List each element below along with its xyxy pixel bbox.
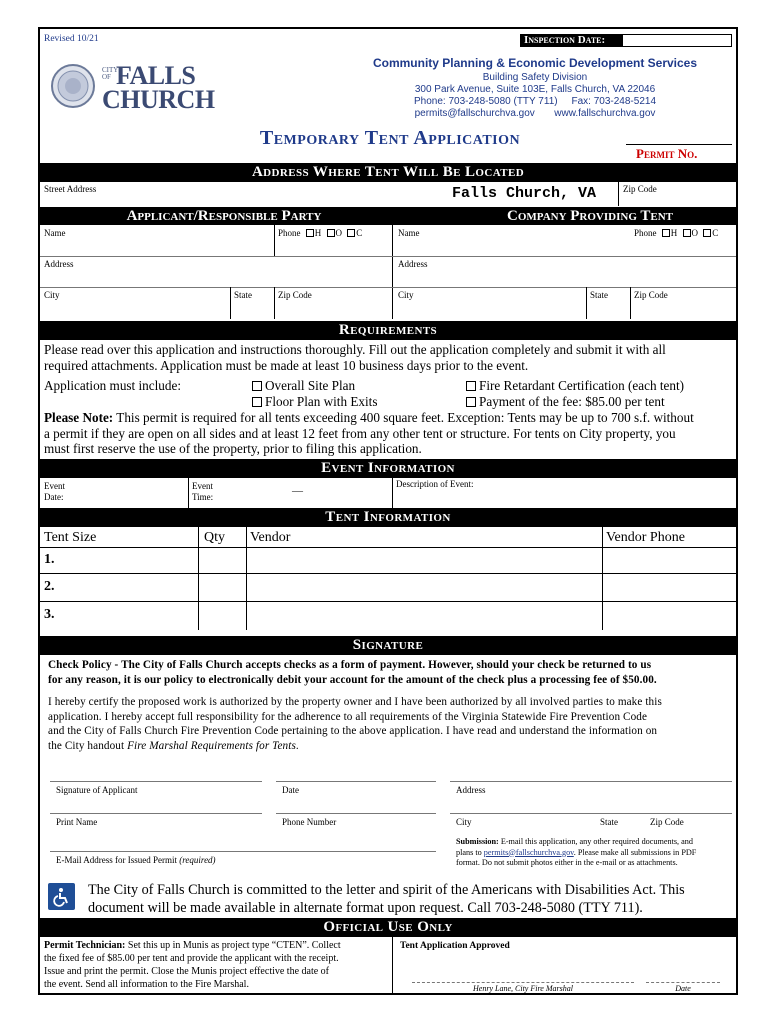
submission-bold: Submission: (456, 837, 499, 846)
applicant-address-label: Address (44, 259, 74, 269)
tent-row-line-2 (40, 601, 736, 602)
sig-line (50, 781, 262, 782)
tent-col-divider-2 (246, 527, 247, 630)
org-name: Community Planning & Economic Development Services (372, 56, 698, 70)
event-date-suffix: Date: (44, 492, 64, 502)
org-email[interactable]: permits@fallschurchva.gov (414, 108, 535, 119)
org-details (340, 72, 730, 120)
company-phone-text: Phone (634, 228, 657, 238)
company-phone-c-checkbox[interactable] (703, 229, 711, 237)
company-row-line-2 (392, 287, 736, 288)
phone-number-label: Phone Number (282, 817, 337, 827)
applicant-city-label: City (44, 290, 60, 300)
submission-line-3: format. Do not submit photos either in the e-mail or as attachments. (456, 858, 678, 867)
note-line-3: must first reserve the use of the property, prior to filing this application. (44, 441, 422, 456)
tent-col-divider-3 (602, 527, 603, 630)
print-name-label: Print Name (56, 817, 98, 827)
logo-city-of: CITY OF (102, 66, 119, 81)
tent-heading: Tent Information (40, 508, 736, 527)
approved-label: Tent Application Approved (400, 941, 510, 951)
email-line (50, 851, 436, 852)
page-title: Temporary Tent Application (259, 127, 521, 149)
signer-name: Henry Lane, City Fire Marshal (473, 984, 573, 993)
party-divider (392, 225, 393, 319)
event-time-suffix: Time: (192, 492, 214, 502)
col-qty: Qty (204, 530, 225, 545)
event-time-word: Event (192, 481, 213, 491)
sig-applicant-label: Signature of Applicant (56, 785, 138, 795)
tech-bold: Permit Technician: (44, 940, 126, 951)
company-state-label: State (590, 290, 608, 300)
street-address-input[interactable] (40, 182, 736, 206)
ada-line-2: document will be made available in alternate format upon request. Call 703-248-5080 (TTY 711). (88, 900, 643, 916)
address-line (450, 781, 732, 782)
requirements-heading: Requirements (40, 321, 736, 340)
applicant-phone-c-checkbox[interactable] (347, 229, 355, 237)
tent-header-line (40, 547, 736, 548)
org-phone: Phone: 703-248-5080 (TTY 711) (413, 96, 558, 107)
sig-zip-label: Zip Code (650, 817, 684, 827)
applicant-name-label: Name (44, 228, 66, 238)
official-heading: Official Use Only (40, 918, 736, 937)
official-date-label: Date (675, 984, 691, 993)
requirements-intro-1: Please read over this application and instructions thoroughly. Fill out the application completely and submit it with all (44, 342, 666, 357)
floor-plan-checkbox[interactable] (252, 397, 262, 407)
tent-row-2: 2. (44, 579, 55, 594)
event-time-dash: — (292, 485, 303, 497)
company-state-divider (586, 287, 587, 319)
site-plan-label: Overall Site Plan (265, 378, 356, 393)
form-page (38, 27, 738, 995)
col-tent-size: Tent Size (44, 530, 97, 545)
tech-line-1: Set this up in Munis as project type “CTEN”. Collect (125, 940, 341, 951)
submission-line-1: E-mail this application, any other required documents, and (498, 837, 693, 846)
col-vendor-phone: Vendor Phone (606, 530, 685, 545)
tent-row-3: 3. (44, 607, 55, 622)
org-division: Building Safety Division (482, 72, 588, 83)
must-include-label: Application must include: (44, 378, 181, 393)
company-address-label: Address (398, 259, 428, 269)
inspection-date-label: Inspection Date: (520, 34, 650, 47)
company-h-label: H (670, 228, 678, 238)
revised-note: Revised 10/21 (44, 34, 99, 44)
submission-line-2c: . Please make all submissions in PDF (573, 847, 697, 857)
event-divider-1 (188, 478, 189, 508)
permit-no-line (626, 144, 732, 145)
wheelchair-icon (52, 887, 72, 907)
payment-label: Payment of the fee: $85.00 per tent (479, 394, 665, 409)
applicant-o-label: O (335, 228, 342, 238)
ada-statement (88, 881, 738, 917)
fire-cert-checkbox[interactable] (466, 381, 476, 391)
floor-plan-label: Floor Plan with Exits (265, 394, 378, 409)
submission-email-link[interactable]: permits@fallschurchva.gov (483, 847, 574, 857)
applicant-phone-divider (274, 225, 275, 256)
certify-line-3: and the City of Falls Church Fire Prevention Code pertaining to the above application. I have read and understand the information on (48, 725, 658, 737)
requirements-note (44, 410, 736, 457)
check-policy (48, 658, 732, 687)
fire-marshal-line (412, 982, 634, 983)
sig-city-label: City (456, 817, 472, 827)
accessibility-icon (48, 883, 75, 910)
event-heading: Event Information (40, 459, 736, 478)
company-zip-label: Zip Code (634, 290, 668, 300)
applicant-phone-o-checkbox[interactable] (327, 229, 335, 237)
city-state-value: Falls Church, VA (452, 185, 597, 202)
tech-line-4: the event. Send all information to the Fire Marshal. (44, 979, 249, 990)
applicant-zip-label: Zip Code (278, 290, 312, 300)
tent-row-1: 1. (44, 552, 55, 567)
req-item-site-plan (252, 378, 355, 394)
certify-period: . (295, 739, 299, 752)
note-line-2: a permit if they are open on all sides and at least 12 feet from any other tent or structure. For tents on City property, you (44, 425, 676, 441)
sig-date-label: Date (282, 785, 299, 795)
applicant-phone-h-checkbox[interactable] (306, 229, 314, 237)
policy-line-2: for any reason, it is our policy to electronically debit your account for the amount of the check plus a processing fee of $50.00. (48, 673, 657, 686)
certify-line-1: I hereby certify the proposed work is authorized by the property owner and I have been authorized by all involved parties to make this (48, 696, 662, 708)
inspection-date-input[interactable] (622, 34, 732, 47)
sig-address-label: Address (456, 785, 486, 795)
company-name-label: Name (398, 228, 420, 238)
requirements-body (44, 342, 734, 373)
requirements-intro-2: required attachments. Application must be made at least 10 business days prior to the event. (44, 357, 529, 373)
print-line (50, 813, 262, 814)
applicant-c-label: C (356, 228, 363, 238)
party-banner (40, 207, 736, 225)
company-c-label: C (712, 228, 719, 238)
org-address: 300 Park Avenue, Suite 103E, Falls Church, VA 22046 (414, 84, 656, 95)
org-website[interactable]: www.fallschurchva.gov (554, 108, 656, 119)
tent-row-line-1 (40, 573, 736, 574)
email-label-text: E-Mail Address for Issued Permit (56, 855, 180, 865)
event-date-label (44, 481, 65, 503)
col-vendor: Vendor (250, 530, 291, 545)
date-line (276, 781, 436, 782)
certify-line-2: application. I hereby accept full responsibility for the adherence to all requirements of the Virginia Statewide Fire Prevention Code (48, 710, 648, 723)
company-phone-o-checkbox[interactable] (683, 229, 691, 237)
tech-line-3: Issue and print the permit. Close the Munis project effective the date of (44, 966, 330, 977)
site-plan-checkbox[interactable] (252, 381, 262, 391)
signature-heading: Signature (40, 636, 736, 655)
company-city-label: City (398, 290, 414, 300)
applicant-h-label: H (314, 228, 322, 238)
company-heading: Company Providing Tent (507, 208, 673, 224)
company-phone-h-checkbox[interactable] (662, 229, 670, 237)
applicant-row-line-2 (40, 287, 392, 288)
official-divider (392, 937, 393, 995)
req-item-payment (466, 394, 665, 410)
org-fax: Fax: 703-248-5214 (571, 96, 657, 107)
company-o-label: O (691, 228, 698, 238)
applicant-row-line-1 (40, 256, 392, 257)
payment-checkbox[interactable] (466, 397, 476, 407)
sig-state-label: State (600, 817, 618, 827)
applicant-zip-divider (274, 287, 275, 319)
tent-table (40, 527, 736, 630)
applicant-state-label: State (234, 290, 252, 300)
submission-line-2a: plans to (456, 847, 484, 857)
email-label (56, 855, 216, 865)
permit-no-label: Permit No. (636, 146, 698, 161)
logo-falls: FALLS (116, 61, 196, 90)
certification (48, 695, 732, 753)
phone-line (276, 813, 436, 814)
company-phone-label (634, 228, 718, 238)
ada-line-1: The City of Falls Church is committed to the letter and spirit of the Americans with Disabilities Act. This (88, 882, 685, 898)
note-bold: Please Note: (44, 410, 114, 425)
fire-cert-label: Fire Retardant Certification (each tent) (479, 378, 685, 393)
city-logo (50, 57, 215, 117)
note-line-1: This permit is required for all tents exceeding 400 square feet. Exception: Tents may be up to 700 s.f. without (113, 410, 694, 425)
applicant-phone-label (278, 228, 362, 238)
policy-line-1: Check Policy - The City of Falls Church accepts checks as a form of payment. However, should your check be returned to us (48, 659, 652, 671)
req-item-fire-cert (466, 378, 684, 394)
handout-title: Fire Marshal Requirements for Tents (127, 739, 296, 752)
city-seal-icon (50, 63, 96, 109)
company-row-line-1 (392, 256, 736, 257)
applicant-heading: Applicant/Responsible Party (126, 208, 322, 224)
event-time-label (192, 481, 213, 503)
email-required: (required) (179, 855, 216, 865)
event-date-word: Event (44, 481, 65, 491)
zip-code-label: Zip Code (623, 184, 657, 194)
event-description-label: Description of Event: (396, 479, 474, 489)
submission-note (456, 837, 736, 869)
certify-line-4: the City handout (48, 739, 128, 752)
applicant-phone-text: Phone (278, 228, 301, 238)
street-address-label: Street Address (44, 184, 97, 194)
tech-line-2: the fixed fee of $85.00 per tent and provide the applicant with the receipt. (44, 953, 339, 964)
logo-church: CHURCH (102, 85, 215, 114)
technician-note (44, 939, 394, 991)
official-date-line (646, 982, 720, 983)
req-item-floor-plan (252, 394, 377, 410)
tent-col-divider-1 (198, 527, 199, 630)
address-heading: Address Where Tent Will Be Located (40, 163, 736, 182)
city-line (450, 813, 732, 814)
applicant-state-divider (230, 287, 231, 319)
event-divider-2 (392, 478, 393, 508)
company-zip-divider (630, 287, 631, 319)
